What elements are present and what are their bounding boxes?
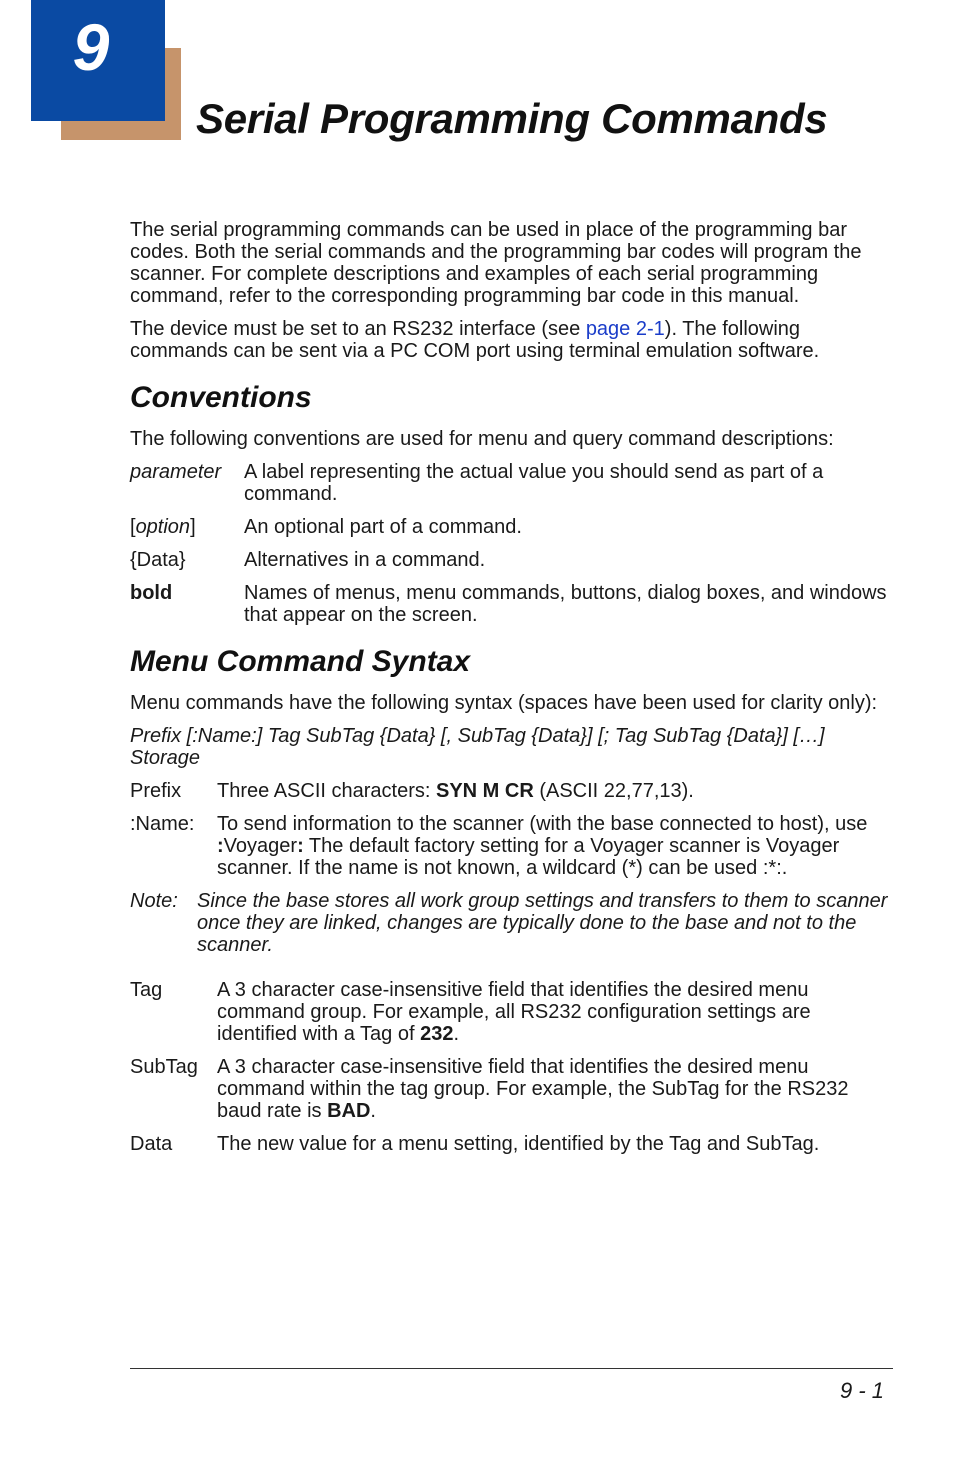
chapter-title: Serial Programming Commands: [196, 95, 828, 142]
syntax-term: Tag: [130, 979, 163, 1001]
text-run-bold: :: [297, 835, 304, 857]
convention-term: bold: [130, 582, 173, 604]
syntax-term: :Name:: [130, 813, 195, 835]
text-run: .: [453, 1023, 460, 1045]
convention-term: {Data}: [130, 549, 186, 571]
convention-item: [130, 582, 895, 626]
syntax-line: Prefix [:Name:] Tag SubTag {Data} [, SubTag {Data}] [; Tag SubTag {Data}] […] Storage: [130, 725, 825, 769]
bracket: ]: [190, 516, 196, 538]
page-content: [130, 219, 895, 1166]
text-run-bold: 232: [420, 1023, 454, 1045]
conventions-heading: Conventions: [130, 381, 312, 414]
syntax-data-item: [130, 1133, 895, 1155]
syntax-term: Prefix: [130, 780, 182, 802]
text-run-bold: SYN M CR: [435, 780, 534, 802]
text-run: Three ASCII characters:: [217, 780, 436, 802]
note-text: Since the base stores all work group settings and transfers to them to scanner once they are linked, changes are typically done to the base and not to the scanner.: [197, 890, 888, 956]
syntax-prefix-item: [130, 780, 895, 802]
convention-desc: A label representing the actual value you should send as part of a command.: [244, 461, 824, 505]
syntax-desc: [217, 813, 895, 879]
syntax-subtag-item: [130, 1056, 895, 1122]
page-number: 9 - 1: [839, 1378, 884, 1403]
syntax-desc: [217, 979, 895, 1045]
text-run-bold: BAD: [327, 1100, 371, 1122]
chapter-number: 9: [72, 10, 110, 84]
syntax-desc: [217, 1056, 895, 1122]
text-run: .: [370, 1100, 376, 1122]
interface-paragraph: [130, 318, 895, 362]
convention-desc: Alternatives in a command.: [244, 549, 486, 571]
menu-syntax-heading: Menu Command Syntax: [130, 645, 471, 678]
text-run: The device must be set to an RS232 interface (see: [130, 318, 586, 340]
text-run: ). The following commands can be sent via a PC COM port using terminal emulation software.: [130, 318, 820, 362]
convention-item: [130, 516, 895, 538]
convention-item: [130, 549, 895, 571]
footer-rule: [130, 1368, 893, 1369]
menu-syntax-lead: Menu commands have the following syntax (spaces have been used for clarity only):: [130, 692, 878, 714]
text-run: A 3 character case-insensitive field that identifies the desired menu command within the tag group. For example, the SubTag for the RS232 baud rate is: [217, 1056, 849, 1122]
note: [130, 890, 895, 956]
term-text: option: [135, 516, 191, 538]
syntax-desc: [217, 780, 895, 802]
page-link[interactable]: page 2-1: [585, 318, 665, 340]
text-run: To send information to the scanner (with the base connected to host), use: [217, 813, 868, 835]
syntax-tag-item: [130, 979, 895, 1045]
convention-item: [130, 461, 895, 505]
text-run-bold: :: [217, 835, 224, 857]
convention-term: [130, 516, 244, 538]
text-run: The default factory setting for a Voyager scanner is Voyager scanner. If the name is not known, a wildcard (*) can be used :*:.: [217, 835, 840, 879]
convention-term: parameter: [130, 461, 222, 483]
syntax-name-item: [130, 813, 895, 879]
convention-desc: An optional part of a command.: [244, 516, 522, 538]
syntax-term: Data: [130, 1133, 173, 1155]
bracket: [: [130, 516, 136, 538]
intro-paragraph: The serial programming commands can be used in place of the programming bar codes. Both the serial commands and the programming bar codes will program the scanner. For complete descriptions and examples of each serial programming command, refer to the corresponding programming bar code in this manual.: [130, 219, 862, 307]
text-run: A 3 character case-insensitive field that identifies the desired menu command group. For example, all RS232 configuration settings are identified with a Tag of: [217, 979, 811, 1045]
convention-desc: Names of menus, menu commands, buttons, dialog boxes, and windows that appear on the screen.: [244, 582, 887, 626]
note-label: Note:: [130, 890, 178, 912]
syntax-term: SubTag: [130, 1056, 198, 1078]
text-run: Voyager: [223, 835, 298, 857]
text-run: (ASCII 22,77,13).: [533, 780, 694, 802]
conventions-lead: The following conventions are used for menu and query command descriptions:: [130, 428, 834, 450]
syntax-desc: The new value for a menu setting, identified by the Tag and SubTag.: [217, 1133, 820, 1155]
